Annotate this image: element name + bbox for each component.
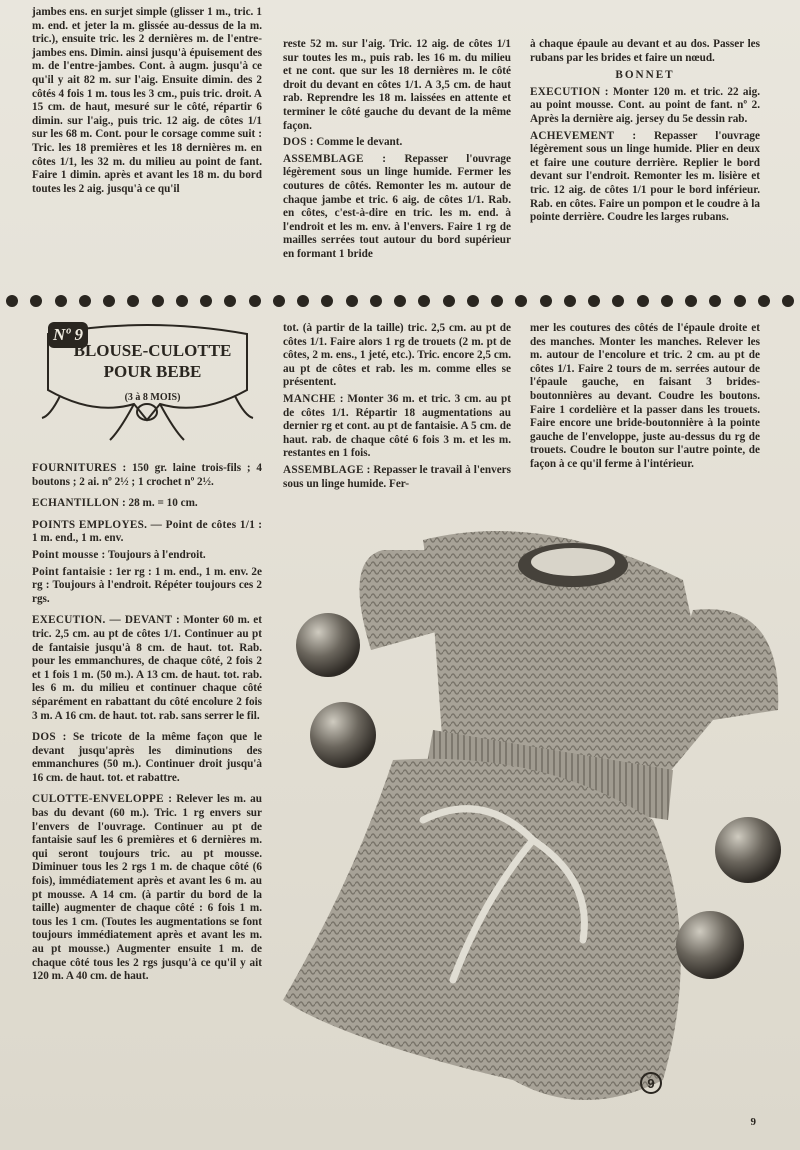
divider-dot xyxy=(127,295,139,307)
divider-dot xyxy=(200,295,212,307)
pattern-age: (3 à 8 MOIS) xyxy=(124,392,181,403)
left-column xyxy=(32,462,262,987)
mousse-heading: Point mousse xyxy=(32,548,99,561)
bonnet-heading: BONNET xyxy=(615,69,675,82)
culotte-text: : Relever les m. au bas du devant (60 m.). Tric. 1 rg envers sur l'envers de l'ouvrage. Continuer au pt de fantaisie sauf les 6 premières et 6 dernières m. qui seront toujours tric. au pt mousse. Diminuer tous les 2 rgs 1 m. de chaque côté (6 fois), immédiatement après et avant les 6 m. au pt mousse. A 14 cm. (à partir du bord de la taille) augmenter de chaque côté : 6 fois 1 m. tous les 1 cm. (Toutes les augmentations se font toujours immédiatement après et avant les m. au pt mousse.) Augmenter ensuite 1 m. de chaque côté tous les 2 rgs jusqu'à ce qu'il y ait 120 m. A 40 cm. de haut. xyxy=(32,793,262,983)
dos-heading: DOS xyxy=(283,136,307,149)
manche-text: : Monter 36 m. et tric. 3 cm. au pt de côtes 1/1. Répartir 18 augmentations au dernier rg et cont. au pt de fantaisie. A 5 cm. de haut. rab. de chaque côté 6 fois 3 m. et les m. restantes en 1 fois. xyxy=(283,392,511,460)
mousse-text: : Toujours à l'endroit. xyxy=(98,548,206,561)
assemblage-mid-heading: ASSEMBLAGE xyxy=(283,463,364,476)
top-column-2 xyxy=(283,38,511,265)
point-mousse xyxy=(32,549,262,563)
execution-devant xyxy=(32,614,262,723)
assemblage-heading: ASSEMBLAGE xyxy=(283,152,364,165)
pattern-title: BLOUSE-CULOTTE POUR BEBE xyxy=(73,341,232,381)
divider-dot xyxy=(782,295,794,307)
divider-dot xyxy=(612,295,624,307)
right-text: mer les coutures des côtés de l'épaule droite et des manches. Monter les manches. Relever les m. autour de l'encolure et tric. 2 cm. au pt de côtes 1/1. Faire 2 tours de m. serrées autour de l'épaule gauche, en faisant 3 brides-boutonnières au devant. Coudre les boutons. Faire 1 cordelière et la passer dans les trouets. Faire encore une bride-boutonnière à la pointe gauche de l'enveloppe, juste au-dessus du rg de trouets. Coudre le bouton sur l'autre pointe, de façon à ce qu'il ferme à l'intérieur. xyxy=(530,322,760,470)
assemblage-text: : Repasser l'ouvrage légèrement sous un linge humide. Fermer les coutures de côtés. Remonter les m. autour de chaque jambe et tric. 6 aig. de côtes 1/1. Rab. en côtes, c'est-à-dire en tric. les m. end. à l'endroit et les m. env. à l'envers. Faire 1 rg de mailles serrées tout autour du bord supérieur en formant 1 bride xyxy=(283,152,511,260)
divider-dot xyxy=(418,295,430,307)
divider-dot xyxy=(79,295,91,307)
divider-dot xyxy=(6,295,18,307)
execution-heading: EXECUTION xyxy=(530,85,601,98)
echantillon-text: : 28 m. = 10 cm. xyxy=(119,497,198,510)
dos-left-heading: DOS xyxy=(32,731,56,744)
execution-text: : Monter 120 m. et tric. 22 aig. au point mousse. Cont. au point de fant. nº 2. Après la dernière aig. jersey du 5e dessin rab. xyxy=(530,85,760,125)
manche xyxy=(283,393,511,461)
bonnet-execution xyxy=(530,86,760,127)
points-employes xyxy=(32,519,262,546)
divider-dot xyxy=(249,295,261,307)
top-col3-text: à chaque épaule au devant et au dos. Passer les rubans par les brides et faire un nœud. xyxy=(530,38,760,64)
bonnet-achevement xyxy=(530,130,760,225)
divider-dot xyxy=(176,295,188,307)
dotted-divider xyxy=(0,293,800,309)
divider-dot xyxy=(734,295,746,307)
divider-dot xyxy=(443,295,455,307)
fournitures-text: : 150 gr. laine trois-fils ; 4 boutons ; 2 ai. nº 2½ ; 1 crochet nº 2½. xyxy=(32,462,262,488)
top-col2-text: reste 52 m. sur l'aig. Tric. 12 aig. de côtes 1/1 sur toutes les m., puis rab. les 16 m. du milieu et ne cont. que sur les 18 dernières m. le côté droit du devant en côtes 1/1. A 3,5 cm. de haut rab. Reprendre les 18 m. laissées en attente et terminer le côté gauche du devant de la même façon. xyxy=(283,38,511,132)
pattern-number: Nº 9 xyxy=(48,322,88,348)
divider-dot xyxy=(467,295,479,307)
top-col1-text: jambes ens. en surjet simple (glisser 1 m., tric. 1 m. end. et jeter la m. glissée au-dessus de la m. tric.), ensuite tric. les 2 dernières m. de l'entre-jambes ens. Dimin. ainsi jusqu'à épuisement des m. de l'entre-jambes. Cont. à augm. jusqu'à ce qu'il y ait 82 m. sur l'aig. Ensuite dimin. des 2 côtés 4 fois 1 m. tous les 3 cm., puis tric. droit. A 15 cm. de haut, mesuré sur le côté, répartir 6 dimin. sur l'aig., puis tric. 12 aig. de côtes 1/1 sur les 68 m. Cont. pour le corsage comme suit : Tric. les 18 premières et les 18 dernières m. en côtes 1/1, les 32 m. du milieu au point de fant. Faire 1 dimin. après et avant les 18 m. du bord toutes les 2 aig. jusqu'à ce qu'il xyxy=(32,6,262,195)
fournitures-heading: FOURNITURES xyxy=(32,462,117,474)
right-column xyxy=(530,322,760,475)
divider-dot xyxy=(55,295,67,307)
divider-dot xyxy=(346,295,358,307)
echantillon-heading: ECHANTILLON xyxy=(32,497,120,510)
divider-dot xyxy=(30,295,42,307)
divider-dot xyxy=(564,295,576,307)
dos-text: : Comme le devant. xyxy=(306,136,403,149)
pattern-title-badge xyxy=(40,320,255,444)
divider-dot xyxy=(103,295,115,307)
photo-number-label: 9 xyxy=(647,1076,655,1091)
fantaisie-heading: Point fantaisie xyxy=(32,565,106,578)
divider-dot xyxy=(491,295,503,307)
manche-heading: MANCHE xyxy=(283,392,336,405)
achevement-heading: ACHEVEMENT xyxy=(530,129,615,142)
divider-dot xyxy=(637,295,649,307)
devant-text: : Monter 60 m. et tric. 2,5 cm. au pt de côtes 1/1. Continuer au pt de fantaisie jusqu'à 8 cm. de haut. tot. Rab. pour les emmanchures, de chaque côté, 2 fois 2 et 1 fois 1 m. (50 m.). A 13 cm. de haut. tot. rab. les 6 m. du milieu et continuer chaque côté séparément en rabattant du côté encolure 2 fois 3 m. A 16 cm. de haut. tot. rab. sans serrer le fil. xyxy=(32,614,262,722)
knitted-romper-photo xyxy=(283,520,800,1120)
divider-dot xyxy=(709,295,721,307)
achevement-text: : Repasser l'ouvrage légèrement sous un linge humide. Plier en deux et faire une couture derrière. Replier le bord devant sur l'endroit. Remonter les m. lisière et tric. 12 aig. de côtes 1/1 pour le bord inférieur. Rab. en côtes. Faire un pompon et le coudre à la pointe derrière. Coudre les larges rubans. xyxy=(530,129,760,224)
culotte-heading: CULOTTE-ENVELOPPE xyxy=(32,793,164,806)
divider-dot xyxy=(758,295,770,307)
fournitures xyxy=(32,462,262,489)
page-number: 9 xyxy=(750,1116,756,1128)
top-col2-assemblage xyxy=(283,153,511,262)
dos xyxy=(32,731,262,785)
divider-dot xyxy=(152,295,164,307)
dos-left-text: : Se tricote de la même façon que le devant jusqu'après les diminutions des emmanchures (50 m.). Continuer droit jusqu'à 16 cm. de haut. tot. et rabattre. xyxy=(32,731,262,784)
culotte-enveloppe xyxy=(32,793,262,983)
divider-dot xyxy=(321,295,333,307)
mid-text: tot. (à partir de la taille) tric. 2,5 cm. au pt de côtes 1/1. Faire alors 1 rg de trouets (2 m. pt de côtes, 2 m. ens., 1 jeté, etc.). Tric. encore 2,5 cm. au pt de côtes et rab. les m. comme elles se présentent. xyxy=(283,322,511,389)
assemblage-mid xyxy=(283,464,511,491)
devant-heading: EXECUTION. — DEVANT xyxy=(32,614,173,627)
divider-dot xyxy=(540,295,552,307)
top-column-3 xyxy=(530,38,760,228)
divider-dot xyxy=(588,295,600,307)
divider-dot xyxy=(515,295,527,307)
top-column-1 xyxy=(32,6,262,199)
point-fantaisie xyxy=(32,566,262,607)
fantaisie-text: : 1er rg : 1 m. end., 1 m. env. 2e rg : Toujours à l'endroit. Répéter toujours ces 2 rgs. xyxy=(32,565,262,605)
middle-column xyxy=(283,322,511,494)
points-text: : 1 m. end., 1 m. env. xyxy=(32,518,263,545)
divider-dot xyxy=(685,295,697,307)
divider-dot xyxy=(370,295,382,307)
divider-dot xyxy=(394,295,406,307)
divider-dot xyxy=(297,295,309,307)
divider-dot xyxy=(661,295,673,307)
points-heading: POINTS EMPLOYES. — Point de côtes 1/1 xyxy=(32,518,256,531)
divider-dot xyxy=(273,295,285,307)
assemblage-mid-text: : Repasser le travail à l'envers sous un linge humide. Fer- xyxy=(283,463,511,490)
divider-dot xyxy=(224,295,236,307)
echantillon xyxy=(32,497,262,511)
top-col2-dos xyxy=(283,136,511,150)
